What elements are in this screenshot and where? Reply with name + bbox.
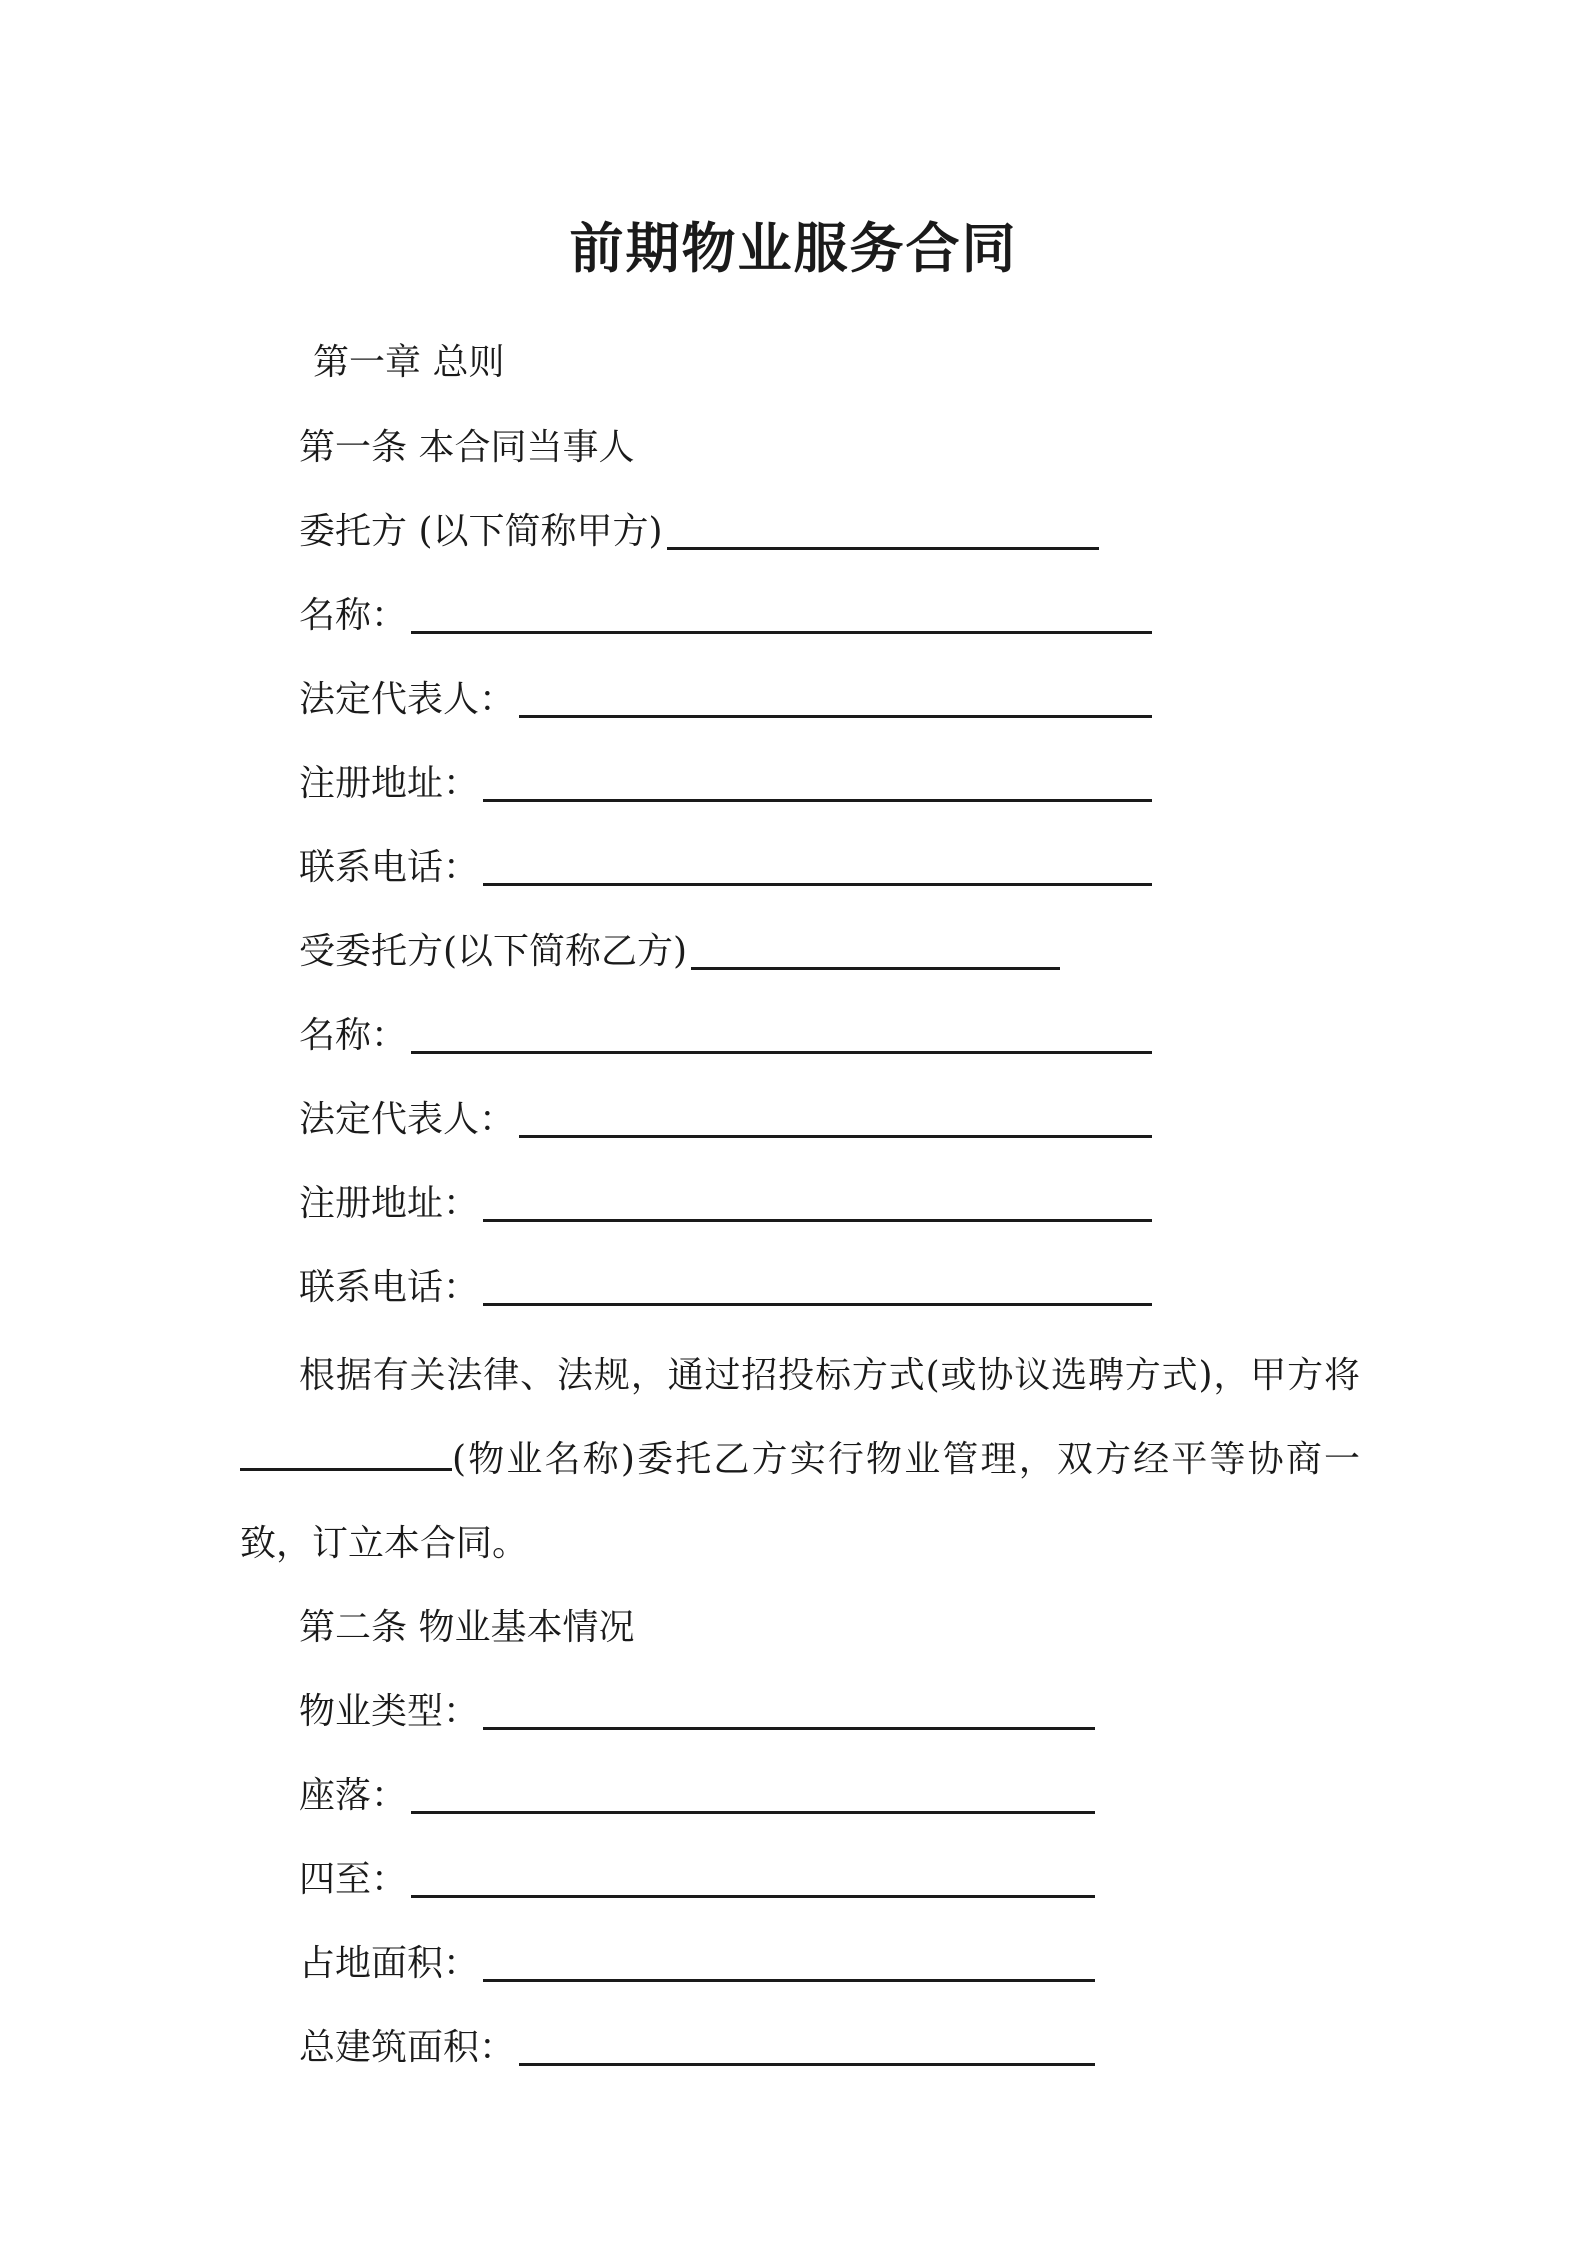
- party-a-phone-label: 联系电话：: [299, 847, 480, 888]
- property-location-field[interactable]: [411, 1811, 1095, 1814]
- party-b-phone-field[interactable]: [483, 1303, 1152, 1306]
- party-b-legal-rep-label: 法定代表人：: [299, 1099, 516, 1140]
- intro-text-2: (物业名称)委托乙方实行物业管理，双方经平等协商一致，订立本合同。: [240, 1439, 1360, 1564]
- intro-paragraph: [240, 1334, 1360, 1586]
- party-a-legal-rep-field[interactable]: [519, 715, 1152, 718]
- party-a-address-row: [299, 760, 1152, 808]
- property-boundaries-label: 四至：: [299, 1859, 408, 1900]
- chapter-heading: 第一章 总则: [313, 342, 505, 383]
- property-land-area-row: [299, 1940, 1095, 1988]
- property-name-blank[interactable]: [240, 1432, 452, 1471]
- party-a-phone-row: [299, 844, 1152, 892]
- property-building-area-field[interactable]: [519, 2063, 1095, 2066]
- property-building-area-row: [299, 2024, 1095, 2072]
- property-type-label: 物业类型：: [299, 1691, 480, 1732]
- property-boundaries-field[interactable]: [411, 1895, 1095, 1898]
- party-b-heading-row: [299, 928, 1060, 976]
- party-a-blank[interactable]: [667, 547, 1099, 550]
- party-a-name-field[interactable]: [411, 631, 1152, 634]
- document-title: 前期物业服务合同: [569, 216, 1018, 280]
- party-a-address-field[interactable]: [483, 799, 1152, 802]
- party-b-phone-label: 联系电话：: [299, 1267, 480, 1308]
- property-boundaries-row: [299, 1856, 1095, 1904]
- party-b-legal-rep-row: [299, 1096, 1152, 1144]
- party-a-phone-field[interactable]: [483, 883, 1152, 886]
- party-a-legal-rep-row: [299, 676, 1152, 724]
- property-location-label: 座落：: [299, 1775, 408, 1816]
- party-b-address-label: 注册地址：: [299, 1183, 480, 1224]
- property-type-row: [299, 1688, 1095, 1736]
- party-b-address-row: [299, 1180, 1152, 1228]
- party-b-blank[interactable]: [691, 967, 1060, 970]
- party-a-heading-row: [299, 508, 1099, 556]
- article-heading-2: 第二条 物业基本情况: [299, 1607, 635, 1648]
- party-b-name-row: [299, 1012, 1152, 1060]
- party-a-legal-rep-label: 法定代表人：: [299, 679, 516, 720]
- property-building-area-label: 总建筑面积：: [299, 2027, 516, 2068]
- party-a-name-row: [299, 592, 1152, 640]
- property-land-area-label: 占地面积：: [299, 1943, 480, 1984]
- party-b-address-field[interactable]: [483, 1219, 1152, 1222]
- article-heading: 第一条 本合同当事人: [299, 427, 635, 468]
- party-a-name-label: 名称：: [299, 595, 408, 636]
- property-location-row: [299, 1772, 1095, 1820]
- party-a-heading: 委托方 (以下简称甲方): [299, 511, 663, 552]
- property-land-area-field[interactable]: [483, 1979, 1095, 1982]
- party-b-heading: 受委托方(以下简称乙方): [299, 931, 688, 972]
- party-b-legal-rep-field[interactable]: [519, 1135, 1152, 1138]
- party-b-phone-row: [299, 1264, 1152, 1312]
- party-a-address-label: 注册地址：: [299, 763, 480, 804]
- property-type-field[interactable]: [483, 1727, 1095, 1730]
- party-b-name-field[interactable]: [411, 1051, 1152, 1054]
- intro-text-1: 根据有关法律、法规，通过招投标方式(或协议选聘方式)，甲方将: [299, 1355, 1360, 1396]
- party-b-name-label: 名称：: [299, 1015, 408, 1056]
